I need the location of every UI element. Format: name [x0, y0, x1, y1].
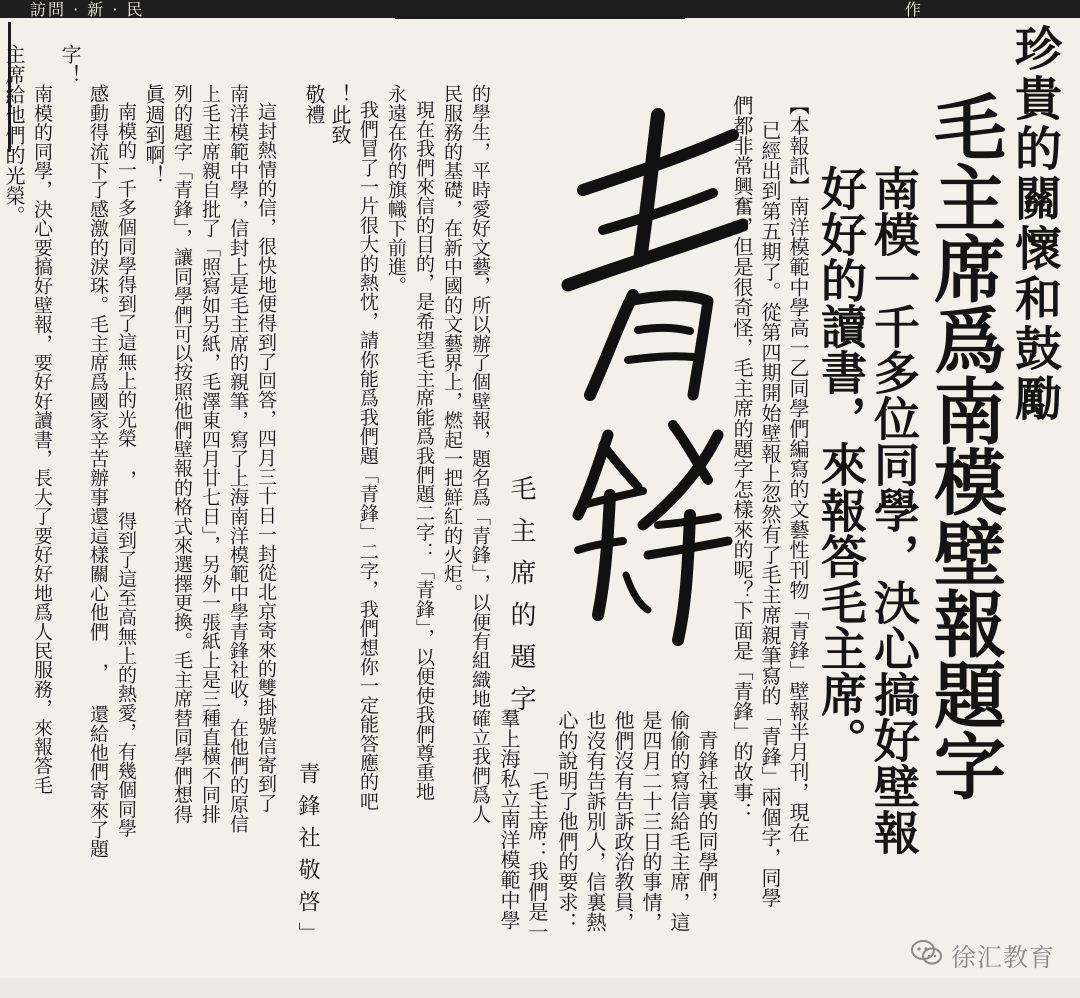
letter-signature: 青鋒社敬啓」 — [295, 762, 320, 954]
story-column-1: 青鋒社裏的同學們， — [695, 730, 719, 912]
letter-column-8: ！此致 — [328, 84, 352, 145]
lead-column-2: 已經出到第五期了。從第四期開始壁報上忽然有了毛主席親筆寫的「青鋒」兩個字，同學 — [758, 120, 782, 908]
letter-column-4: 民服務的基礎，在新中國的文藝界上，燃起一把鮮紅的火炬。 — [441, 84, 463, 603]
story-column-5: 也沒有告訴別人，信裏熱 — [583, 710, 607, 933]
story-column-6: 心的說明了他們的要求： — [555, 710, 579, 933]
story-column-4: 他們沒有告訴政治教員， — [611, 710, 635, 933]
article-kicker: 珍貴的關懷和鼓勵 — [1007, 24, 1062, 424]
lead-column-1: 【本報訊】南洋模範中學高一乙同學們編寫的文藝性刊物「青鋒」壁報半月刊，現在 — [786, 95, 810, 843]
letter-column-1: 「毛主席：我們是一 — [525, 760, 549, 942]
reply-column-2: 南洋模範中學，信封上是毛主席的親筆，寫了上海南洋模範中學青鋒社收，在他們的原信 — [227, 84, 249, 833]
letter-column-3: 的學生，平時愛好文藝，所以辦了個壁報，題名爲「青鋒」，以便有組織地確立我們爲人 — [469, 84, 491, 824]
header-strip-fragment-left: 訪問 · 新 · 民 — [30, 0, 145, 19]
letter-column-2: 羣上海私立南洋模範中學 — [497, 708, 521, 931]
reply-column-4: 列的題字「青鋒」，讓同學們可以按照他們壁報的格式來選擇更換。毛主席替同學們想得 — [171, 84, 193, 824]
story-column-3: 是四月二十三日的事情， — [639, 710, 663, 933]
letter-column-5: 現在我們來信的目的，是希望毛主席能爲我們題二字：「青鋒」，以便使我們尊重地 — [413, 100, 435, 801]
calligraphy-caption: 毛主席的題字 — [506, 475, 536, 727]
bottom-margin — [0, 978, 1080, 998]
watermark-text: 徐汇教育 — [951, 943, 1056, 972]
article-subhead-1: 南模一千多位同學，決心搞好壁報 — [867, 165, 921, 855]
reply-column-5: 眞週到啊！ — [142, 84, 166, 185]
watermark — [905, 932, 1075, 972]
header-strip-fragment-right: 作 — [905, 0, 924, 19]
letter-column-7: 我們冒了一片很大的熱忱，請你能爲我們題「青鋒」二字，我們想你一定能答應的吧 — [357, 100, 379, 811]
reply-column-9: 南模的同學，決心要搞好壁報，要好好讀書，長大了要好好地爲人民服務，來報答毛 — [31, 84, 53, 795]
wechat-icon — [911, 940, 943, 966]
letter-column-9: 敬禮 — [302, 84, 326, 125]
article-headline: 毛主席爲南模壁報題字 — [922, 90, 1007, 800]
lead-column-3: 們都非常興奮，但是很奇怪，毛主席的題字怎樣來的呢？下面是「青鋒」的故事： — [730, 95, 754, 823]
letter-column-6: 永遠在你的旗幟下前進。 — [385, 84, 407, 296]
reply-column-10: 主席給他們的光榮。 — [2, 44, 26, 226]
article-subhead-2: 好好的讀書，來報答毛主席。 — [814, 165, 868, 763]
calligraphy-qingfeng — [548, 95, 748, 655]
reply-column-1: 這封熱情的信，很快地便得到了回答，四月三十日一封從北京寄來的雙掛號信寄到了 — [255, 102, 277, 813]
story-column-2: 偷偷的寫信給毛主席，這 — [667, 710, 691, 933]
reply-column-8: 字！ — [58, 44, 82, 85]
reply-column-3: 上毛主席親自批了「照寫如另紙，毛澤東四月廿七日」，另外一張紙上是三種直橫不同排 — [199, 84, 221, 824]
reply-column-7: 感動得流下了感激的淚珠。毛主席爲國家辛苦辦事還這樣關心他們 ， 還給他們寄來了題 — [87, 84, 109, 858]
reply-column-6: 南模的一千多個同學得到了這無上的光榮 ， 得到了這至高無上的熱愛，有幾個同學 — [115, 102, 137, 838]
header-rule — [395, 16, 685, 19]
